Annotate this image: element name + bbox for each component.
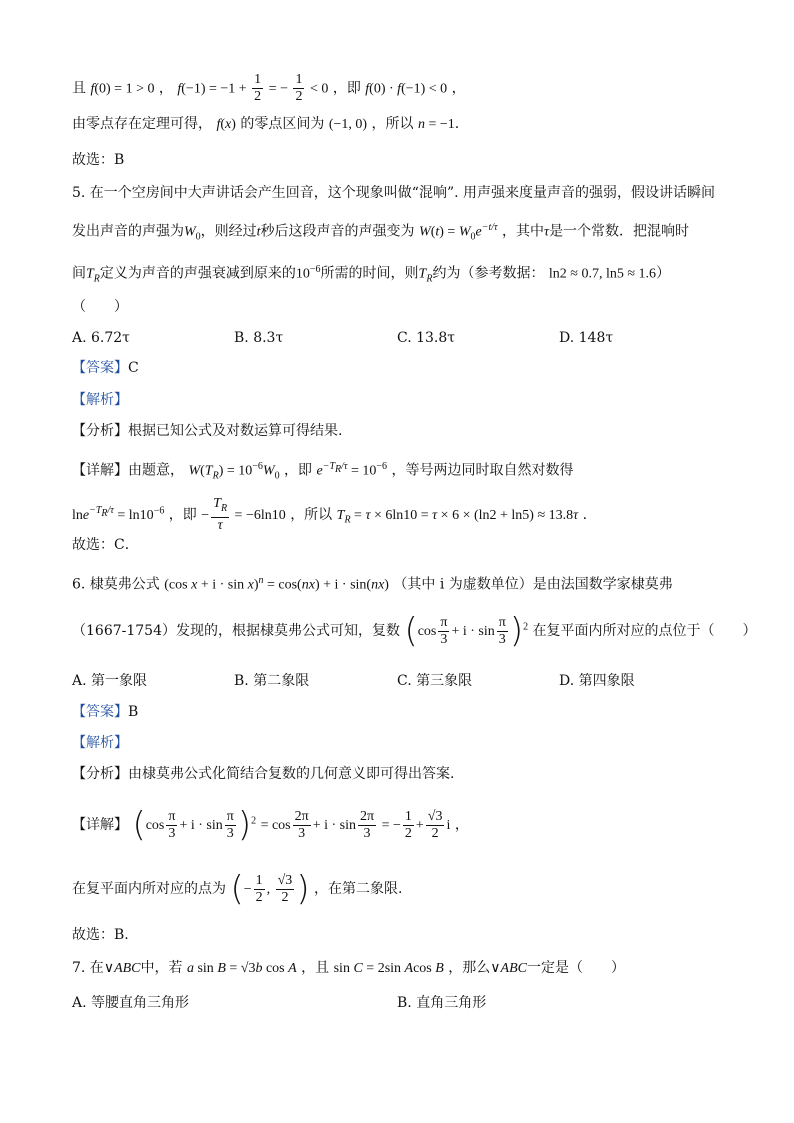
- text: ，在第二象限.: [314, 881, 403, 897]
- q5-analysis-tag: [72, 390, 128, 410]
- text: ，即: [332, 80, 361, 97]
- answer-tag: 【答案】: [72, 360, 128, 376]
- equation-line-1: 且 f(0) = 1 > 0 ， f(−1) = −1 + $\frac{1}{2}$ = − $\frac{1}{2}$ < 0 ，即 f(0) · f(−1) < 0 ，: [72, 72, 466, 104]
- q7-option-a: A. 等腰直角三角形: [72, 995, 190, 1011]
- q6-option-c: C. 第三象限: [397, 673, 473, 689]
- q6-option-a: A. 第一象限: [72, 673, 148, 689]
- text: ，: [454, 817, 469, 833]
- text: 是一个常数．把混响时: [549, 223, 690, 240]
- text: 秒后这段声音的声强变为: [260, 223, 415, 240]
- q7-stem: 7. 在∨ABC中，若 a sin B = √3b cos A ，且 sin C = 2sin Acos B ，那么∨ABC一定是（ ）: [72, 960, 625, 976]
- text: 在复平面内所对应的点为: [72, 881, 226, 897]
- q6-point: 在复平面内所对应的点为 (− $\frac{1}{2}$ , $\frac{√3}{2}$ ) ，在第二象限.: [72, 869, 403, 909]
- q5-xiangjie-line-2: $\ln e^{-T_R/\tau} = \ln 10^{-6}$ ，即 − $\frac{T_R}{\tau}$ = −6ln10 ，所以 $T_R = \tau \times 6\ln 10 = \tau \times 6 \times (\ln 2 + \ln 5) \approx 13.8\tau$ .: [72, 496, 588, 533]
- q5-stem-line-1: 5. 在一个空房间中大声讲话会产生回音，这个现象叫做“混响”. 用声强来度量声音的强弱，假设讲话瞬间: [72, 185, 716, 201]
- q5-paren: （ ）: [72, 299, 128, 315]
- q6-option-b: B. 第二象限: [234, 673, 310, 689]
- text: ，则经过: [200, 223, 257, 240]
- q6-answer: [72, 702, 138, 722]
- fenxi-tag: 【分析】: [72, 766, 128, 782]
- text: ）: [656, 265, 671, 282]
- text: ，即: [284, 462, 313, 479]
- text: ，且: [301, 960, 330, 976]
- q5-stem-line-2: 发出声音的声强为$W_0$，则经过t秒后这段声音的声强变为 $W(t) = W_0e^{-t/\tau}$ ，其中τ是一个常数．把混响时: [72, 222, 690, 243]
- text: 6. 棣莫弗公式: [72, 576, 160, 593]
- text: ，等号两边同时取自然对数得: [391, 462, 574, 479]
- q5-option-b: B. 8.3τ: [234, 330, 284, 346]
- q6-stem-line-2: （1667-1754）发现的，根据棣莫弗公式可知，复数 (cos $\frac{\pi}{3}$ + i · sin $\frac{\pi}{3}$ )$^2$ 在复平面内所对应的点位于（ ）: [72, 611, 757, 651]
- text: 7. 在: [72, 960, 104, 976]
- q6-xiangjie: 【详解】 (cos $\frac{\pi}{3}$ + i · sin $\frac{\pi}{3}$ )$^2$ = cos $\frac{2\pi}{3}$ + i · sin $\frac{2\pi}{3}$ = − $\frac{1}{2}$ + $\frac{√3}{2}$ i ，: [72, 805, 469, 845]
- analysis-tag: 【解析】: [72, 735, 128, 751]
- fenxi-tag: 【分析】: [72, 423, 128, 439]
- choice-line: 故选：B: [72, 152, 125, 168]
- text: .: [582, 506, 588, 523]
- q6-stem-line-1: 6. 棣莫弗公式 (cos x + i · sin x)$^n$ = cos(nx) + i · sin(nx) （其中 i 为虚数单位）是由法国数学家棣莫弗: [72, 575, 673, 593]
- q7-option-b: B. 直角三角形: [397, 995, 487, 1011]
- text: ，: [158, 80, 173, 97]
- q5-option-a: A. 6.72τ: [72, 330, 130, 346]
- q6-fenxi: [72, 764, 454, 784]
- text: ，所以: [371, 116, 414, 132]
- q6-analysis-tag: [72, 733, 128, 753]
- q5-fenxi: [72, 421, 342, 441]
- text: ，所以: [290, 506, 333, 523]
- text: ，: [451, 80, 466, 97]
- q6-option-d: D. 第四象限: [559, 673, 635, 689]
- answer-tag: 【答案】: [72, 704, 128, 720]
- answer-value: C: [128, 360, 139, 376]
- fenxi-text: 由棣莫弗公式化简结合复数的几何意义即可得出答案.: [128, 766, 455, 782]
- text: 由题意，: [128, 462, 184, 479]
- q5-answer: [72, 358, 139, 378]
- text: ，其中: [502, 223, 545, 240]
- xiangjie-tag: 【详解】: [72, 817, 128, 833]
- text: 中，若: [140, 960, 183, 976]
- text: 的零点区间为: [240, 116, 325, 132]
- text: 且: [72, 80, 86, 97]
- text: .: [454, 116, 460, 132]
- zero-interval-line: 由零点存在定理可得， f(x) 的零点区间为 (−1, 0) ，所以 n = −1.: [72, 116, 460, 132]
- text: （其中 i 为虚数单位）是由法国数学家棣莫弗: [393, 576, 673, 593]
- xiangjie-tag: 【详解】: [72, 462, 128, 479]
- text: ，即: [168, 506, 197, 523]
- text: 发出声音的声强为: [72, 223, 184, 240]
- text: 间: [72, 265, 86, 282]
- text: ，那么: [448, 960, 491, 976]
- q5-option-d: D. 148τ: [559, 330, 614, 346]
- q6-choice: 故选：B.: [72, 927, 129, 943]
- q5-option-c: C. 13.8τ: [397, 330, 456, 346]
- text: 在复平面内所对应的点位于（ ）: [532, 623, 757, 639]
- fenxi-text: 根据已知公式及对数运算可得结果.: [128, 423, 343, 439]
- text: 一定是（ ）: [526, 960, 625, 976]
- text: 由零点存在定理可得，: [72, 116, 212, 132]
- text: 约为（参考数据：: [432, 265, 545, 282]
- answer-value: B: [128, 704, 139, 720]
- analysis-tag: 【解析】: [72, 392, 128, 408]
- text: （1667-1754）发现的，根据棣莫弗公式可知，复数: [72, 623, 400, 639]
- text: 所需的时间，则: [320, 265, 419, 282]
- q5-stem-line-3: 间$T_R$定义为声音的声强衰减到原来的$10^{-6}$所需的时间，则$T_R$约为（参考数据： ln2 ≈ 0.7, ln5 ≈ 1.6）: [72, 264, 671, 285]
- q5-xiangjie-line-1: 【详解】由题意， $W(T_R) = 10^{-6}W_0$ ，即 $e^{-T_R/\tau} = 10^{-6}$ ，等号两边同时取自然对数得: [72, 461, 574, 482]
- q5-choice: 故选：C．: [72, 537, 139, 553]
- text: 定义为声音的声强衰减到原来的: [99, 265, 296, 282]
